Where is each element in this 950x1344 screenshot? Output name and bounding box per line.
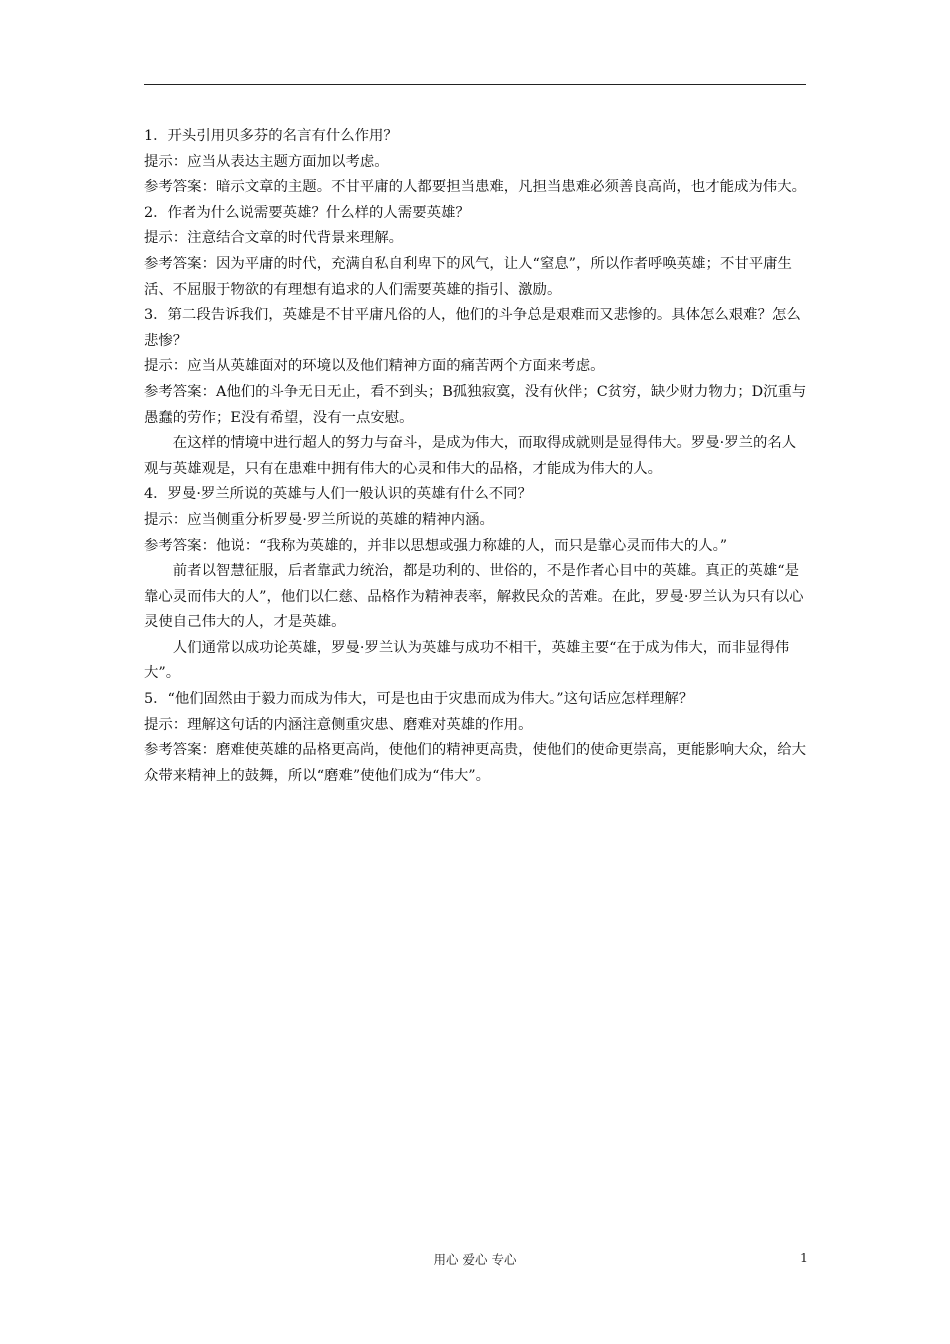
hint-2: 提示：注意结合文章的时代背景来理解。 [144,230,404,247]
question-3: 3．第二段告诉我们，英雄是不甘平庸凡俗的人，他们的斗争总是艰难而又悲惨的。具体怎么艰难？怎么悲惨？ [144,307,801,349]
answer-1: 参考答案：暗示文章的主题。不甘平庸的人都要担当患难，凡担当患难必须善良高尚，也才能成为伟大。 [144,179,806,196]
header-rule [144,84,806,85]
answer-4: 参考答案：他说：“我称为英雄的，并非以思想或强力称雄的人，而只是靠心灵而伟大的人。” [144,537,728,554]
hint-5: 提示：理解这句话的内涵注意侧重灾患、磨难对英雄的作用。 [144,716,533,733]
answer-3-explanation: 在这样的情境中进行超人的努力与奋斗，是成为伟大，而取得成就则是显得伟大。罗曼·罗兰的名人观与英雄观是，只有在患难中拥有伟大的心灵和伟大的品格，才能成为伟大的人。 [144,435,797,477]
answer-2: 参考答案：因为平庸的时代，充满自私自利卑下的风气，让人“窒息”，所以作者呼唤英雄；不甘平庸生活、不屈服于物欲的有理想有追求的人们需要英雄的指引、激励。 [144,255,792,298]
answer-5: 参考答案：磨难使英雄的品格更高尚，使他们的精神更高贵，使他们的使命更崇高，更能影响大众，给大众带来精神上的鼓舞，所以“磨难”使他们成为“伟大”。 [144,742,806,784]
answer-3: 参考答案：A他们的斗争无日无止，看不到头；B孤独寂寞，没有伙伴；C贫穷，缺少财力物力；D沉重与愚蠢的劳作；E没有希望，没有一点安慰。 [144,383,807,426]
answer-4-explanation-1: 前者以智慧征服，后者靠武力统治，都是功利的、世俗的，不是作者心目中的英雄。真正的英雄“是靠心灵而伟大的人”，他们以仁慈、品格作为精神表率，解救民众的苦难。在此，罗曼·罗兰认为只有以心灵使自己伟大的人，才是英雄。 [144,563,804,631]
question-5: 5．“他们固然由于毅力而成为伟大，可是也由于灾患而成为伟大。”这句话应怎样理解？ [144,691,694,708]
question-2: 2．作者为什么说需要英雄？什么样的人需要英雄？ [144,204,470,221]
page-number: 1 [800,1250,808,1265]
question-1: 1．开头引用贝多芬的名言有什么作用？ [144,128,398,144]
question-4: 4．罗曼·罗兰所说的英雄与人们一般认识的英雄有什么不同？ [144,486,532,503]
hint-3: 提示：应当从英雄面对的环境以及他们精神方面的痛苦两个方面来考虑。 [144,358,605,375]
hint-1: 提示：应当从表达主题方面加以考虑。 [144,153,389,170]
answer-4-explanation-2: 人们通常以成功论英雄，罗曼·罗兰认为英雄与成功不相干，英雄主要“在于成为伟大，而非显得伟大”。 [144,639,790,682]
footer-motto: 用心 爱心 专心 [433,1252,517,1267]
hint-4: 提示：应当侧重分析罗曼·罗兰所说的英雄的精神内涵。 [144,511,494,528]
document-body [144,124,808,789]
